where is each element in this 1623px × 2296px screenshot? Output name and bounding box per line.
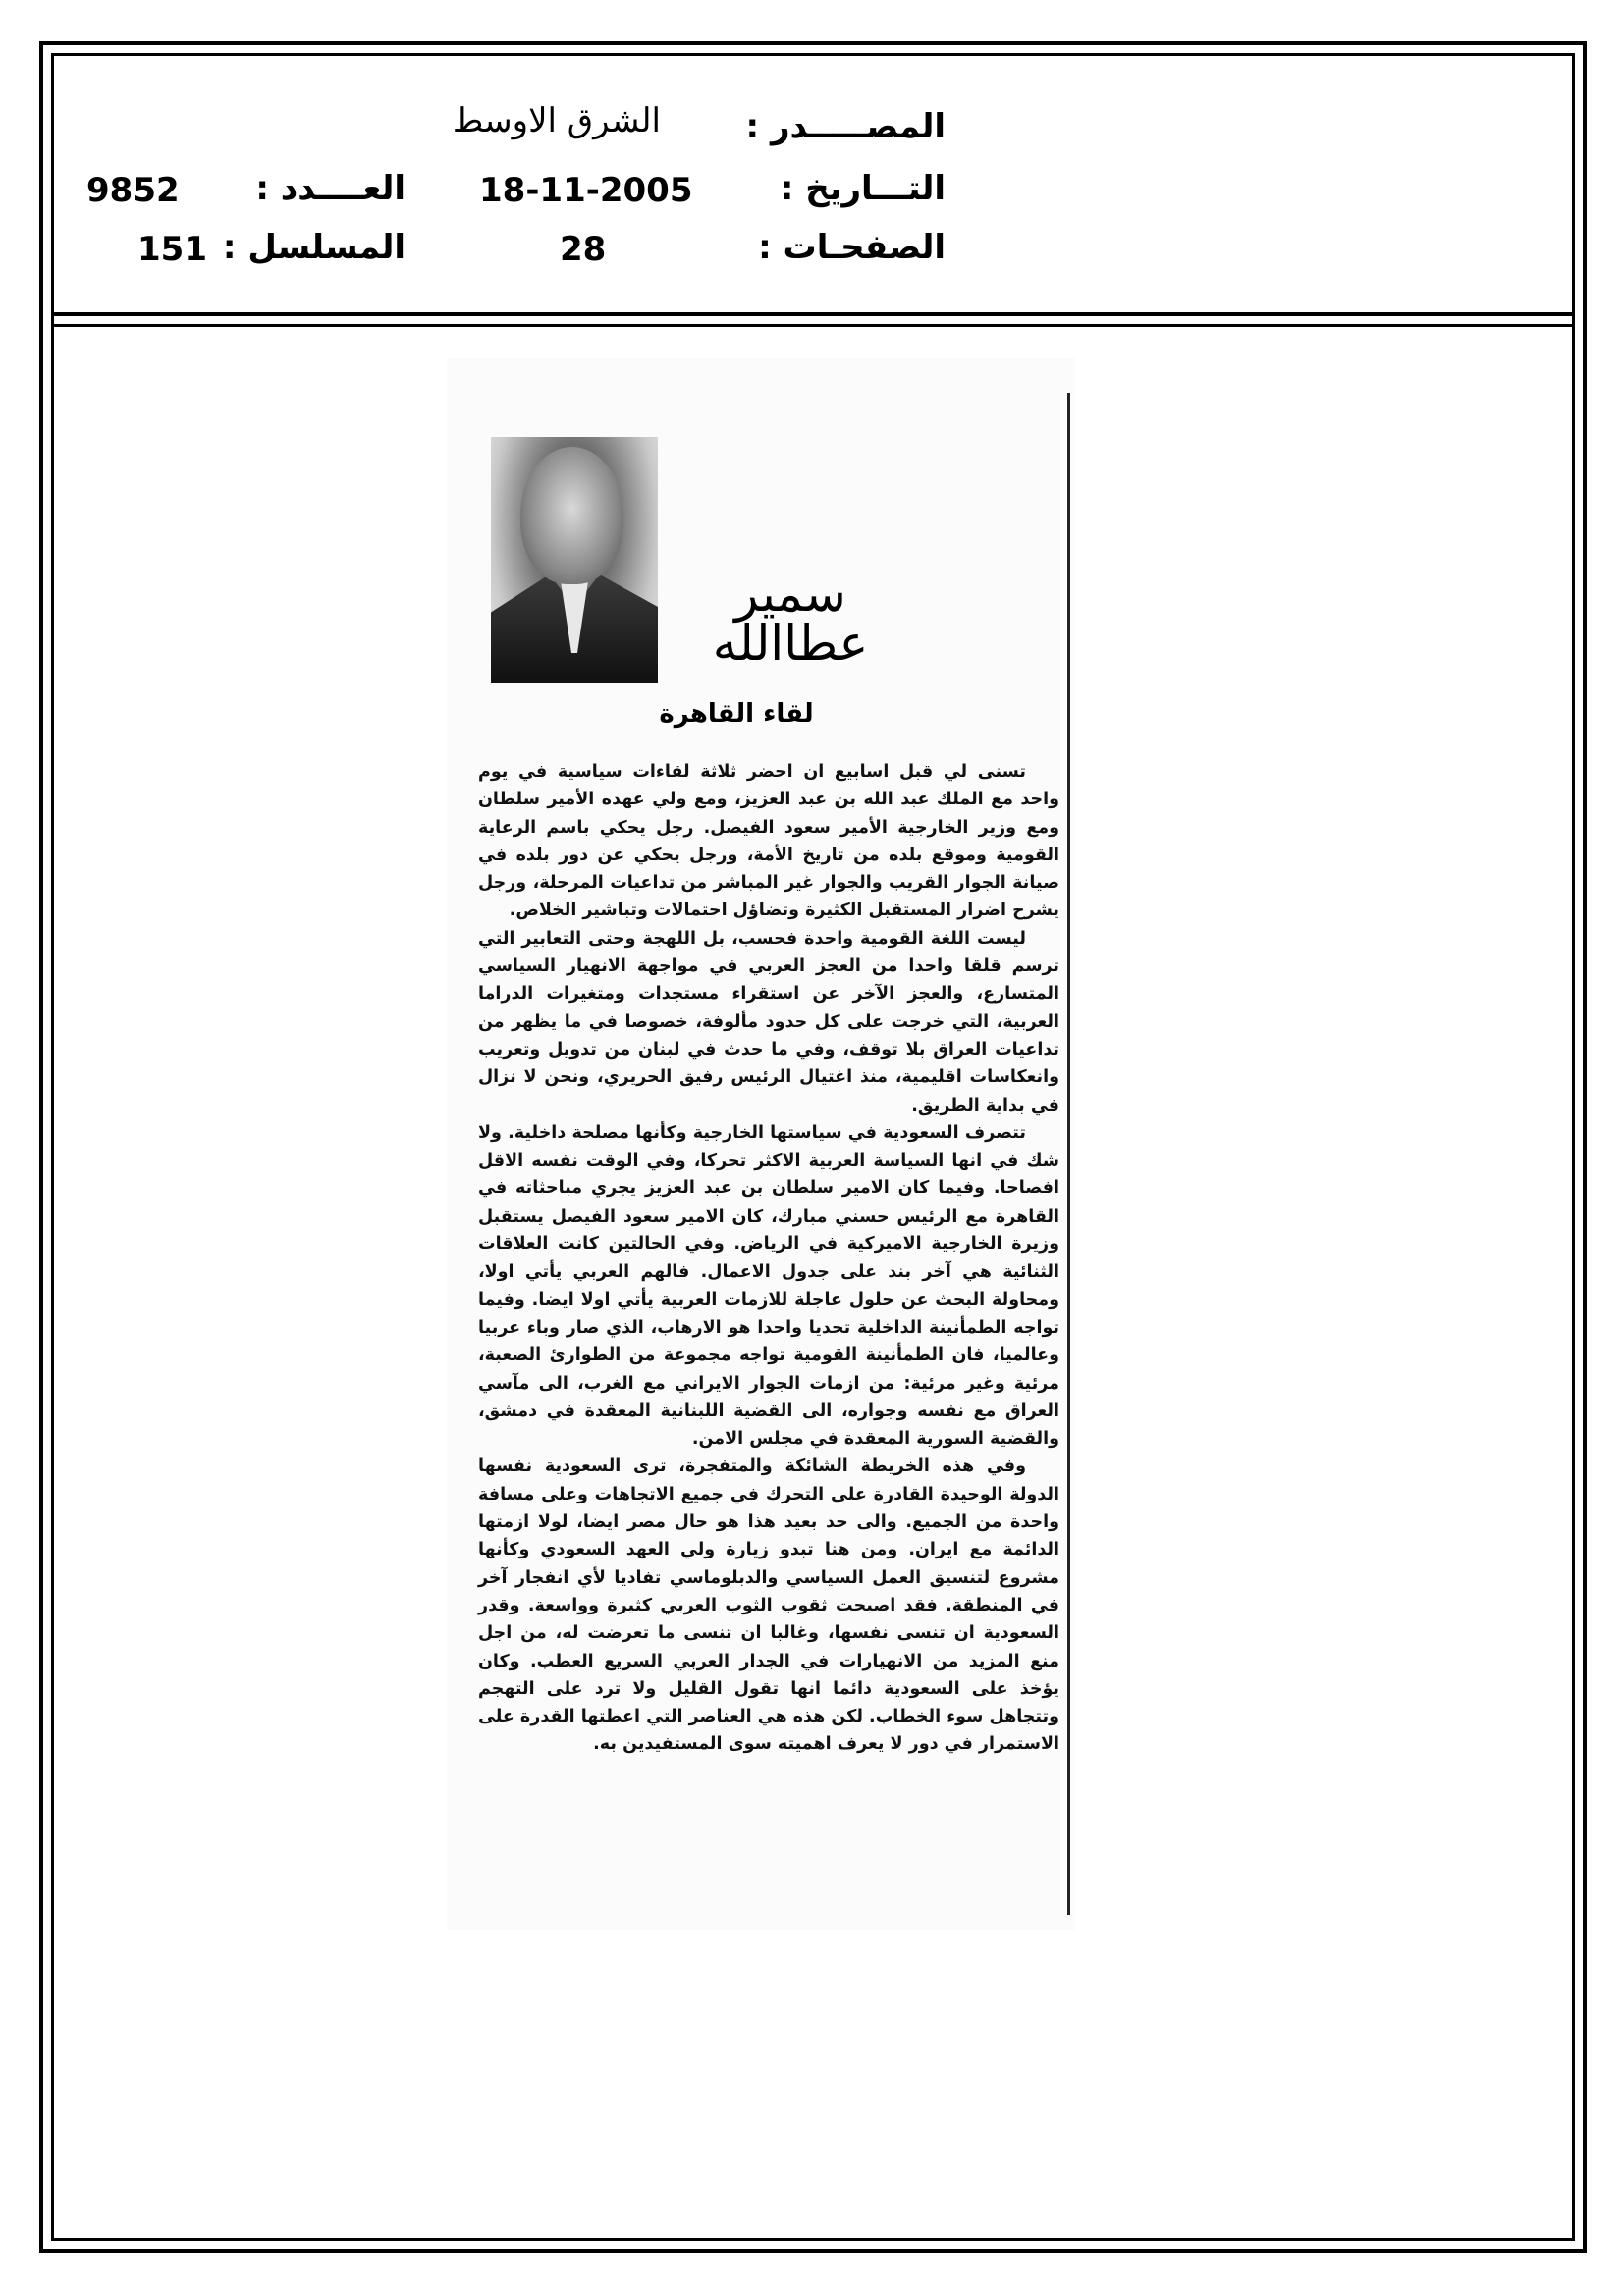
article-paragraph: تسنى لي قبل اسابيع ان احضر ثلاثة لقاءات سياسية في يوم واحد مع الملك عبد الله بن عبد العزيز، ومع ولي عهده الأمير سلطان ومع وزير الخارجية الأمير سعود الفيصل. رجل يحكي باسم الرعاية القومية وموقع بلده من تاريخ الأمة، ورجل يحكي عن دور بلده في صيانة الجوار القريب والجوار غير المباشر من تداعيات المرحلة، ورجل يشرح اضرار المستقبل الكثيرة وتضاؤل احتمالات وتباشير الخلاص.	[478, 762, 1059, 921]
article-paragraph: ليست اللغة القومية واحدة فحسب، بل اللهجة وحتى التعابير التي ترسم قلقا واحدا من العجز العربي في مواجهة الانهيار السياسي المتسارع، والعجز الآخر عن استقراء مستجدات ومتغيرات الدراما العربية، التي خرجت على كل حدود مألوفة، خصوصا في ما يظهر من تداعيات العراق بلا توقف، وفي ما حدث في لبنان من تدويل وتعريب وانعكاسات اقليمية، منذ اغتيال الرئيس رفيق الحريري، ونحن لا نزال في بداية الطريق.	[478, 928, 1059, 1116]
article-paragraph: وفي هذه الخريطة الشائكة والمتفجرة، ترى السعودية نفسها الدولة الوحيدة القادرة على التحرك في جميع الاتجاهات وعلى مسافة واحدة من الجميع. والى حد بعيد هذا هو حال مصر ايضا، لولا ازمتها الدائمة مع ايران. ومن هنا تبدو زيارة ولي العهد السعودي وكأنها مشروع لتنسيق العمل السياسي والدبلوماسي تفاديا لأي انفجار آخر في المنطقة. فقد اصبحت ثقوب الثوب العربي كثيرة وواسعة. وقدر السعودية ان تنسى نفسها، وغالبا ان تنسى ما تعرضت له، من اجل منع المزيد من الانهيارات في الجدار العربي السريع العطب. وكان يؤخذ على السعودية دائما انها تقول القليل ولا ترد على التهجم وتتجاهل سوء الخطاب. لكن هذه هي العناصر التي اعطتها القدرة على الاستمرار في دور لا يعرف اهميته سوى المستفيدين به.	[478, 1456, 1059, 1755]
author-photo-face	[520, 447, 623, 584]
pages-label: الصفحـات :	[758, 228, 946, 267]
article-body	[478, 758, 1059, 1759]
author-name: سمير عطاالله	[712, 566, 869, 672]
source-value: الشرق الاوسط	[452, 101, 661, 140]
date-label: التـــاريخ :	[780, 169, 946, 208]
serial-value: 151	[137, 230, 207, 269]
header-divider	[51, 312, 1575, 316]
column-rule	[1067, 393, 1070, 1915]
author-photo	[491, 437, 658, 683]
article-paragraph: تتصرف السعودية في سياستها الخارجية وكأنها مصلحة داخلية. ولا شك في انها السياسة العربية الاكثر تحركا، وفي الوقت نفسه الاقل افصاحا. وفيما كان الامير سلطان بن عبد العزيز يجري مباحثاته في القاهرة مع الرئيس حسني مبارك، كان الامير سعود الفيصل يستقبل وزيرة الخارجية الاميركية في الرياض. وفي الحالتين كانت العلاقات الثنائية هي آخر بند على جدول الاعمال. فالهم العربي يأتي اولا، ومحاولة البحث عن حلول عاجلة للازمات العربية يأتي اولا ايضا. وفيما تواجه الطمأنينة الداخلية تحديا واحدا هو الارهاب، الذي صار وباء عربيا وعالميا، فان الطمأنينة القومية تواجه مجموعة من الطوارئ الصعبة، مرئية وغير مرئية: من ازمات الجوار الايراني مع الغرب، الى مآسي العراق مع نفسه وجواره، الى القضية اللبنانية المعقدة في دمشق، والقضية السورية المعقدة في مجلس الامن.	[478, 1122, 1059, 1449]
article-title: لقاء القاهرة	[659, 699, 814, 729]
header-divider-inner	[51, 324, 1575, 327]
date-value: 18-11-2005	[479, 171, 693, 210]
source-label: المصـــــدر :	[745, 107, 946, 146]
pages-value: 28	[560, 230, 607, 269]
issue-label: العــــدد :	[255, 169, 406, 208]
issue-value: 9852	[86, 171, 180, 210]
serial-label: المسلسل :	[222, 228, 406, 267]
